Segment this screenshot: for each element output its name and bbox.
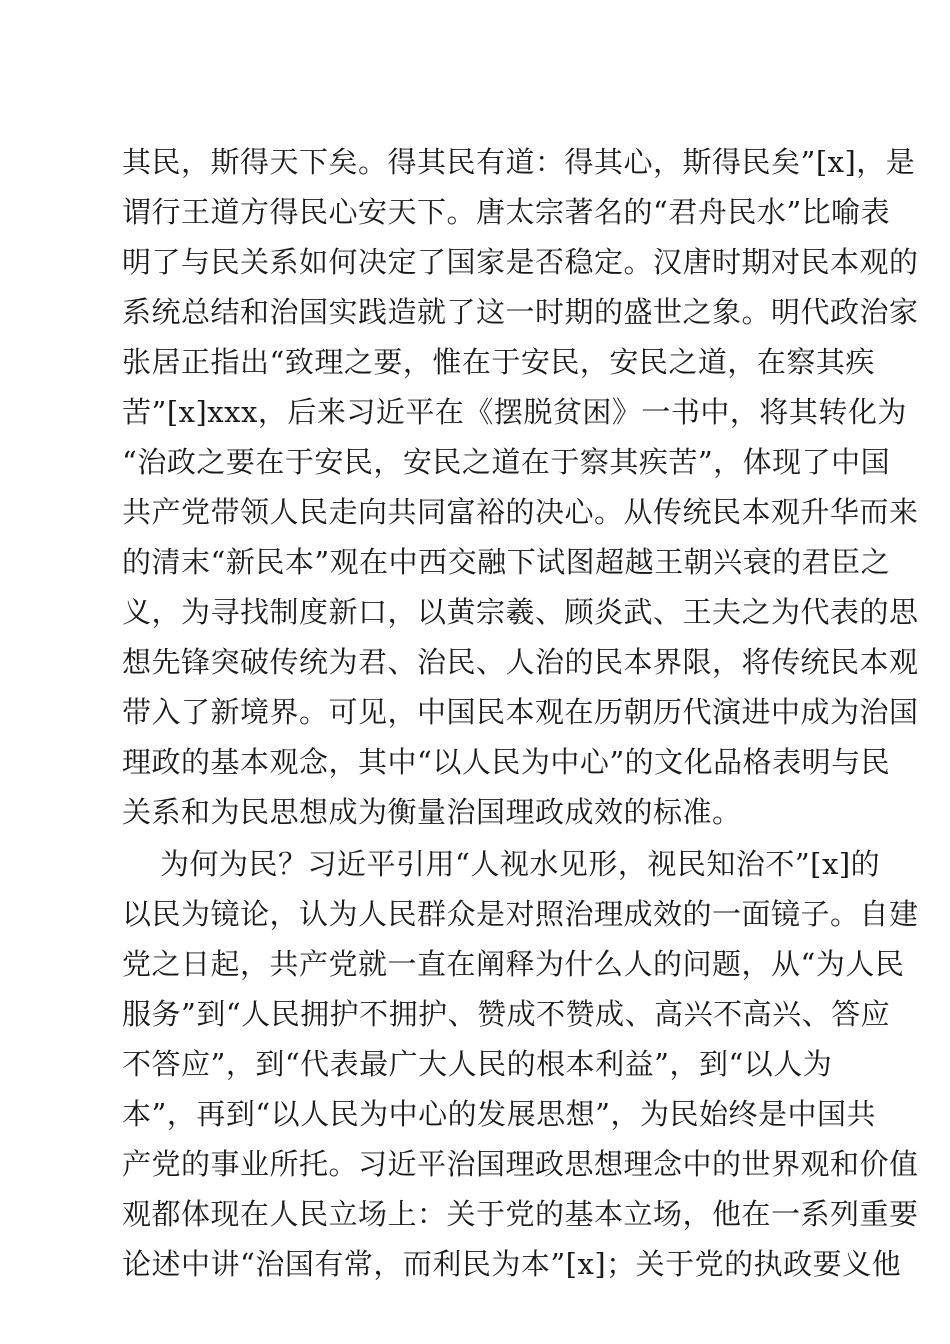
text-line: 以民为镜论，认为人民群众是对照治理成效的一面镜子。自建: [122, 897, 919, 931]
text-line: 系统总结和治国实践造就了这一时期的盛世之象。明代政治家: [122, 295, 919, 329]
text-line: 共产党带领人民走向共同富裕的决心。从传统民本观升华而来: [122, 495, 919, 529]
text-line: 党之日起，共产党就一直在阐释为什么人的问题，从“为人民: [122, 947, 905, 981]
text-line: 其民，斯得天下矣。得其民有道：得其心，斯得民矣”[x]，是: [122, 145, 916, 179]
text-line: 的清末“新民本”观在中西交融下试图超越王朝兴衰的君臣之: [122, 545, 891, 579]
text-line: 义，为寻找制度新口，以黄宗羲、顾炎武、王夫之为代表的思: [122, 595, 919, 629]
text-line: 张居正指出“致理之要，惟在于安民，安民之道，在察其疾: [122, 345, 875, 379]
text-line: 本”，再到“以人民为中心的发展思想”，为民始终是中国共: [122, 1097, 876, 1131]
text-line: 关系和为民思想成为衡量治国理政成效的标准。: [122, 795, 742, 829]
text-line: 苦”[x]xxx，后来习近平在《摆脱贫困》一书中，将其转化为: [122, 395, 907, 429]
text-line: 不答应”，到“代表最广大人民的根本利益”，到“以人为: [122, 1047, 833, 1081]
text-line: 论述中讲“治国有常，而利民为本”[x]；关于党的执政要义他: [122, 1247, 902, 1281]
text-line: 理政的基本观念，其中“以人民为中心”的文化品格表明与民: [122, 745, 891, 779]
text-line: 想先锋突破传统为君、治民、人治的民本界限，将传统民本观: [122, 645, 919, 679]
text-line: 谓行王道方得民心安天下。唐太宗著名的“君舟民水”比喻表: [122, 195, 891, 229]
text-line: 产党的事业所托。习近平治国理政思想理念中的世界观和价值: [122, 1147, 919, 1181]
text-line: “治政之要在于安民，安民之道在于察其疾苦”，体现了中国: [122, 445, 891, 479]
text-line: 服务”到“人民拥护不拥护、赞成不赞成、高兴不高兴、答应: [122, 997, 891, 1031]
text-line: 带入了新境界。可见，中国民本观在历朝历代演进中成为治国: [122, 695, 919, 729]
paragraph-start-line: 为何为民？习近平引用“人视水见形，视民知治不”[x]的: [160, 847, 881, 881]
text-line: 明了与民关系如何决定了国家是否稳定。汉唐时期对民本观的: [122, 245, 919, 279]
text-line: 观都体现在人民立场上：关于党的基本立场，他在一系列重要: [122, 1197, 919, 1231]
